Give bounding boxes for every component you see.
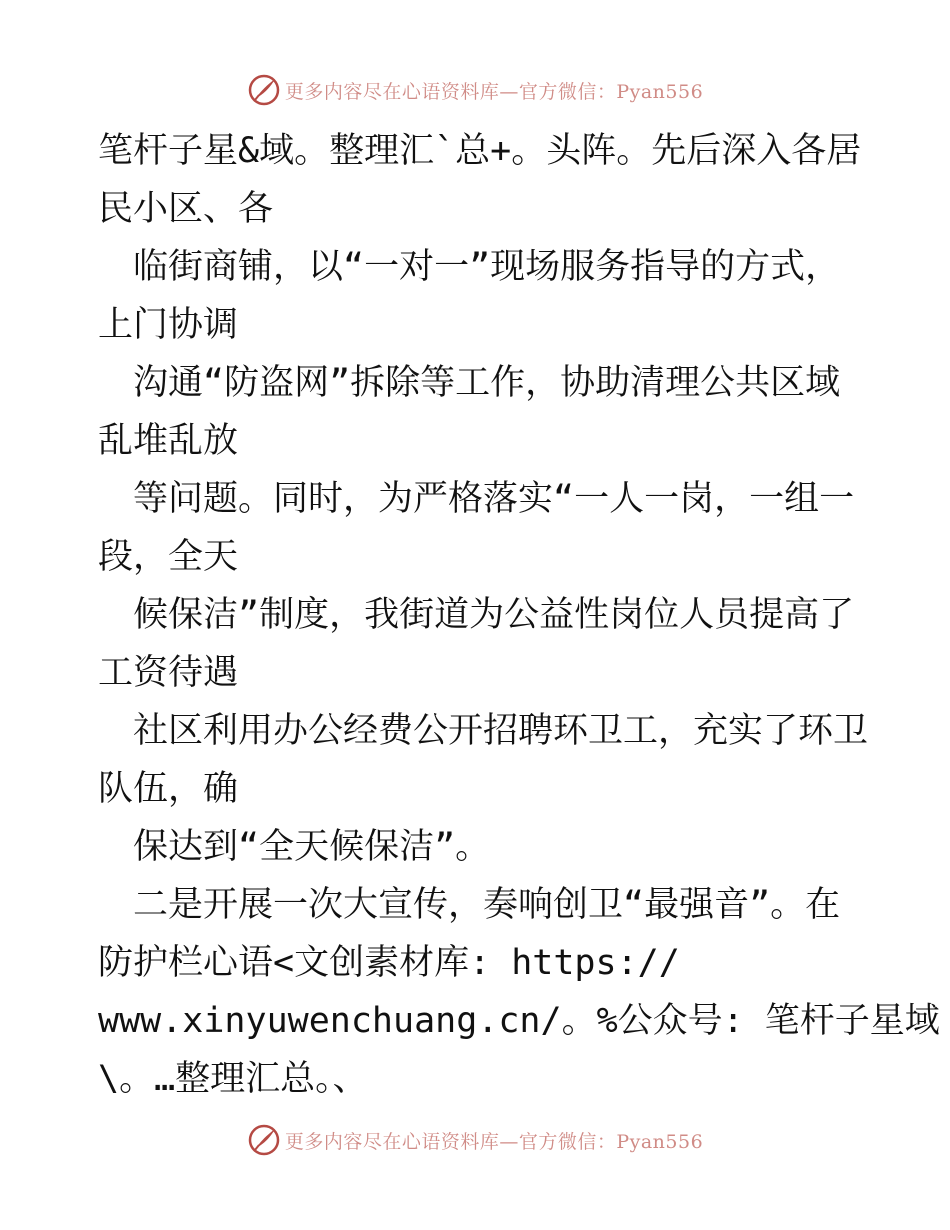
text-line: \。…整理汇总。、 [98,1059,368,1099]
watermark-text: 更多内容尽在心语资料库—官方微信：Pyan556 [284,80,704,103]
text-line: 沟通“防盗网”拆除等工作，协助清理公共区域 [98,363,841,403]
quill-logo-icon [247,73,281,107]
text-line: 等问题。同时，为严格落实“一人一岗，一组一 [98,479,855,519]
text-line: 临街商铺，以“一对一”现场服务指导的方式， [98,247,841,287]
watermark-text: 更多内容尽在心语资料库—官方微信：Pyan556 [284,1130,704,1153]
text-line: 防护栏心语<文创素材库: https:// [98,943,680,983]
quill-logo-icon [247,1123,281,1157]
footer-watermark [0,1122,950,1158]
text-line: 乱堆乱放 [98,421,239,461]
text-line: 候保洁”制度，我街道为公益性岗位人员提高了 [98,595,855,635]
text-line: 二是开展一次大宣传，奏响创卫“最强音”。在 [98,885,841,925]
text-line: 笔杆子星&域。整理汇`总+。头阵。先后深入各居 [98,131,862,171]
text-line: www.xinyuwenchuang.cn/。%公众号: 笔杆子星域 [98,1001,940,1041]
text-line: 工资待遇 [98,653,239,693]
text-line: 上门协调 [98,305,239,345]
text-line: 队伍，确 [98,769,239,809]
header-watermark [0,72,950,108]
text-line: 社区利用办公经费公开招聘环卫工，充实了环卫 [98,711,869,751]
text-line: 民小区、各 [98,189,274,229]
text-line: 段，全天 [98,537,239,577]
text-line: 保达到“全天候保洁”。 [98,827,491,867]
document-body [98,122,940,1108]
